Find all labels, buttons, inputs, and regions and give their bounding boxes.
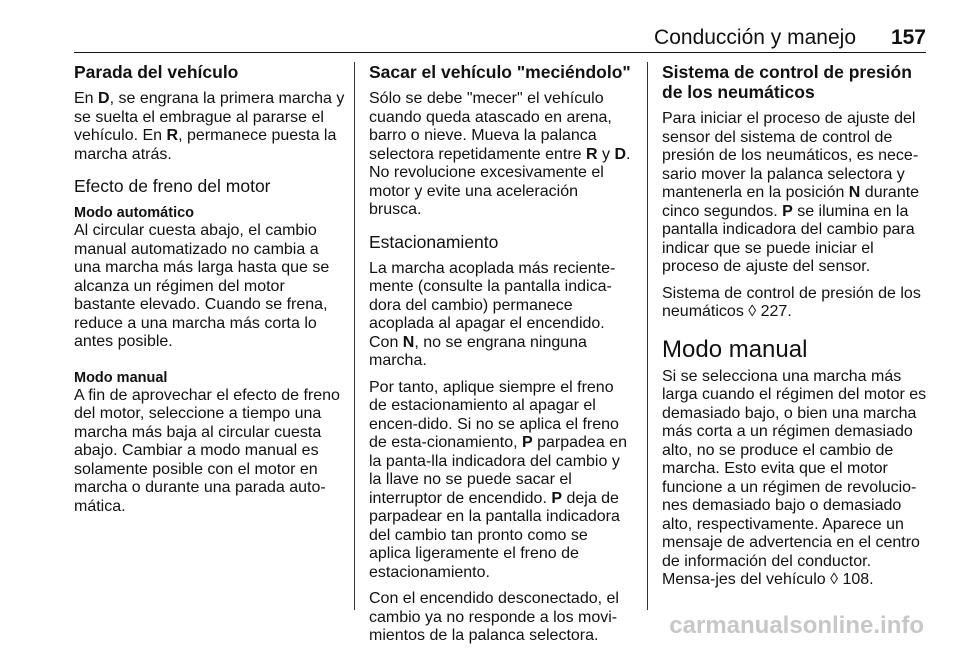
heading-modo-manual: Modo manual [662,335,808,363]
paragraph-modo-manual-2: Si se selecciona una marcha más larga cuando el régimen del motor es demasiado bajo, o bien una marcha más corta a un régimen demasiado alto, no se produce el cambio de marcha. Esto evita que el motor funcione a un régimen de revolucio-nes demasiado bajo o demasiado alto, respectivamente. Aparece un mensaje de advertencia en el centro de información del conductor. Mensa-jes del vehículo ◊ 108. [662,367,927,588]
chapter-title: Conducción y manejo [654,26,856,49]
heading-estacionamiento: Estacionamiento [369,231,499,252]
page-header [74,24,926,53]
column-divider [354,62,355,610]
paragraph-sacar-vehiculo: Sólo se debe "mecer" el vehículo cuando queda atascado en arena, barro o nieve. Mueva la palanca selectora repetidamente entre R y D. No revolucione excesivamente el motor y evite una aceleración brusca. [369,90,631,218]
paragraph-estacionamiento-2: Por tanto, aplique siempre el freno de estacionamiento al apagar el encen-dido. Si no se aplica el freno de esta-cionamiento, P parpadea en la panta-lla indicadora del cambio y la llave no se puede sacar el interruptor de encendido. P deja de parpadear en la pantalla indicadora del cambio tan pronto como se aplica ligeramente el freno de estacionamiento. [369,378,627,581]
paragraph-control-presion-2: Sistema de control de presión de los neumáticos ◊ 227. [662,284,921,320]
page-number: 157 [890,26,926,49]
paragraph-modo-automatico: Al circular cuesta abajo, el cambio manual automatizado no cambia a una marcha más larga hasta que se alcanza un régimen del motor bastante elevado. Cuando se frena, reduce a una marcha más corta lo antes posible. [74,222,330,350]
column-3 [662,62,928,598]
paragraph-control-presion-1: Para iniciar el proceso de ajuste del sensor del sistema de control de presión de los neumáticos, es nece-sario mover la palanca selectora y mantenerla en la posición N durante cinco segundos. P se ilumina en la pantalla indicadora del cambio para indicar que se puede iniciar el proceso de ajuste del sensor. [662,110,920,275]
heading-sacar-vehiculo: Sacar el vehículo "meciéndolo" [369,62,631,82]
column-divider [647,62,648,610]
subheading-modo-manual: Modo manual [74,369,168,386]
subheading-modo-automatico: Modo automático [74,205,195,221]
heading-efecto-freno: Efecto de freno del motor [74,176,271,196]
paragraph-estacionamiento-3: Con el encendido desconectado, el cambio ya no responde a los movi-mientos de la palanca selectora. [369,590,619,644]
paragraph-estacionamiento-1: La marcha acoplada más reciente-mente (consulte la pantalla indica-dora del cambio) permanece acoplada al apagar el encendido. Con N, no se engrana ninguna marcha. [369,259,616,369]
column-1 [74,62,346,524]
watermark: carmanualsonline.info [669,612,924,639]
paragraph-modo-manual: A fin de aprovechar el efecto de freno del motor, seleccione a tiempo una marcha más baja al circular cuesta abajo. Cambiar a modo manual es solamente posible con el motor en marcha o durante una parada auto-mática. [74,386,340,515]
heading-control-presion: Sistema de control de presión de los neumáticos [662,62,912,102]
heading-parada: Parada del vehículo [74,62,239,82]
column-2 [369,62,633,654]
paragraph-parada: En D, se engrana la primera marcha y se suelta el embrague al pararse el vehículo. En R, permanece puesta la marcha atrás. [74,90,345,163]
